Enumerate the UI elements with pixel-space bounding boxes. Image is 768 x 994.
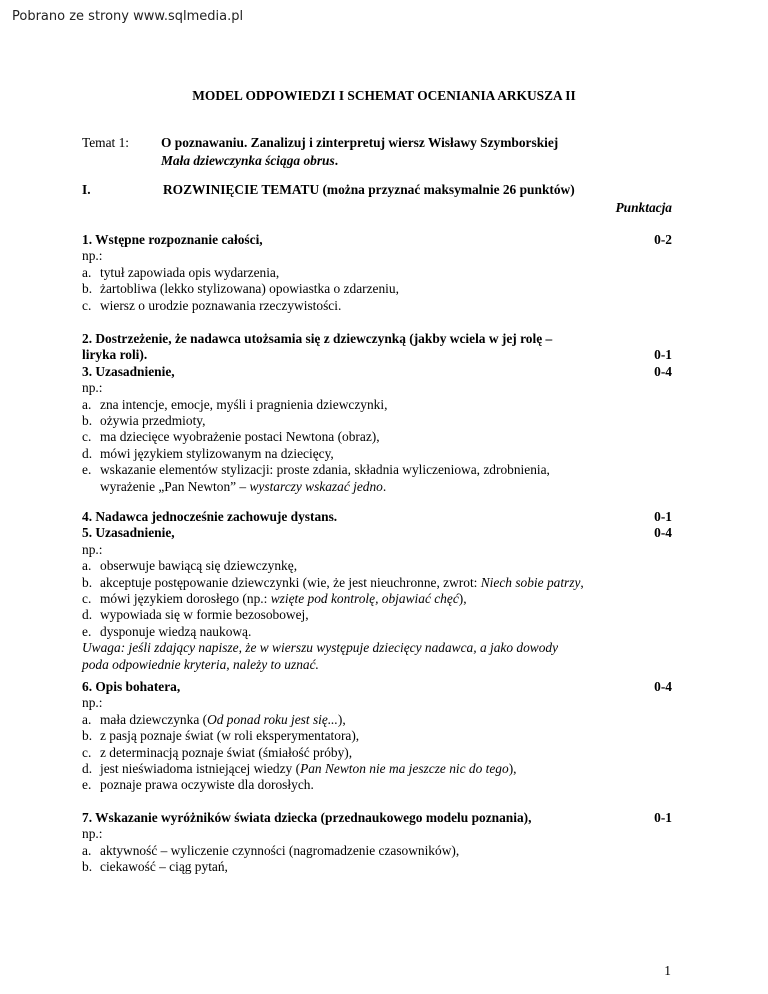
punct: , <box>580 574 584 590</box>
section-heading: ROZWINIĘCIE TEMATU (można przyznać maksymalnie 26 punktów) <box>163 182 575 197</box>
item-3-heading: 3. Uzasadnienie, <box>82 363 175 379</box>
np-label: np.: <box>82 541 103 557</box>
list-item: wypowiada się w formie bezosobowej, <box>100 607 309 623</box>
list-marker: d. <box>82 607 93 623</box>
list-marker: b. <box>82 574 93 590</box>
list-marker: a. <box>82 264 92 280</box>
item-7-heading: 7. Wskazanie wyróżników świata dziecka (przednaukowego modelu poznania), <box>82 810 532 825</box>
item-6-score: 0-4 <box>654 679 672 694</box>
list-marker: b. <box>82 413 93 429</box>
item-3-score: 0-4 <box>654 363 672 379</box>
item-7-score: 0-1 <box>654 810 672 825</box>
list-item: ciekawość – ciąg pytań, <box>100 859 228 875</box>
np-label: np.: <box>82 380 103 396</box>
list-marker: e. <box>82 777 92 793</box>
page-number: 1 <box>664 963 671 978</box>
section-roman: I. <box>82 182 91 197</box>
np-label: np.: <box>82 826 103 842</box>
item-1-heading: 1. Wstępne rozpoznanie całości, <box>82 232 263 247</box>
list-marker: b. <box>82 728 93 744</box>
list-item: aktywność – wyliczenie czynności (nagromadzenie czasowników), <box>100 842 460 858</box>
list-marker: a. <box>82 711 92 727</box>
item-6 <box>82 679 672 794</box>
score-column-header: Punktacja <box>615 200 672 215</box>
list-marker: d. <box>82 761 93 777</box>
item-6-heading: 6. Opis bohatera, <box>82 679 181 694</box>
list-marker: b. <box>82 281 93 297</box>
italic-quote: Pan Newton nie ma jeszcze nic do tego <box>300 761 509 777</box>
topic-text-bold: O poznawaniu. Zanalizuj i zinterpretuj wiersz Wisławy Szymborskiej <box>161 135 559 150</box>
list-marker: a. <box>82 842 92 858</box>
item-2-score: 0-1 <box>654 347 672 363</box>
list-marker: a. <box>82 396 92 412</box>
list-marker: e. <box>82 462 92 478</box>
punct: ), <box>337 711 346 727</box>
item-1 <box>82 232 672 314</box>
item-4-5 <box>82 509 672 673</box>
item-2-heading-line1: 2. Dostrzeżenie, że nadawca utożsamia się z dziewczynką (jakby wciela w jej rolę – <box>82 331 553 346</box>
page-title: MODEL ODPOWIEDZI I SCHEMAT OCENIANIA ARKUSZA II <box>192 88 576 103</box>
punct: ), <box>458 591 467 607</box>
list-item: jest nieświadoma istniejącej wiedzy ( <box>100 761 301 777</box>
list-item: akceptuje postępowanie dziewczynki (wie, że jest nieuchronne, zwrot: <box>100 574 478 590</box>
note-line-1: Uwaga: jeśli zdający napisze, że w wierszu występuje dziecięcy nadawca, a jako dowody <box>82 640 559 656</box>
list-marker: c. <box>82 429 92 445</box>
italic-quote: wzięte pod kontrolę, objawiać chęć <box>270 591 459 607</box>
punct: . <box>382 478 387 494</box>
item-7 <box>82 810 672 876</box>
np-label: np.: <box>82 248 103 264</box>
list-item: obserwuje bawiącą się dziewczynkę, <box>100 558 298 574</box>
poem-title: Mała dziewczynka ściąga obrus <box>161 153 335 168</box>
list-item: wskazanie elementów stylizacji: proste zdania, składnia wyliczeniowa, zdrobnienia, <box>100 462 550 478</box>
topic-text <box>161 134 672 170</box>
item-2-3 <box>82 331 672 495</box>
list-item: z pasją poznaje świat (w roli eksperymentatora), <box>100 728 360 744</box>
note-line-2: poda odpowiednie kryteria, należy to uznać. <box>82 656 319 672</box>
item-5-score: 0-4 <box>654 525 672 541</box>
list-item: wiersz o urodzie poznawania rzeczywistości. <box>100 297 342 313</box>
list-item: zna intencje, emocje, myśli i pragnienia dziewczynki, <box>100 396 388 412</box>
item-2-heading-line2: liryka roli). <box>82 347 148 363</box>
list-item: tytuł zapowiada opis wydarzenia, <box>100 264 280 280</box>
list-marker: c. <box>82 297 92 313</box>
item-5-heading: 5. Uzasadnienie, <box>82 525 175 541</box>
item-4-score: 0-1 <box>654 509 672 524</box>
poem-title-suffix: . <box>334 153 339 168</box>
italic-quote: Od ponad roku jest się... <box>207 711 338 727</box>
list-item: z determinacją poznaje świat (śmiałość próby), <box>100 744 353 760</box>
list-marker: c. <box>82 744 92 760</box>
list-marker: b. <box>82 859 93 875</box>
list-item: ożywia przedmioty, <box>100 413 206 429</box>
list-item: dysponuje wiedzą naukową. <box>100 623 252 639</box>
italic-remark: wystarczy wskazać jedno <box>249 478 383 494</box>
list-item: mówi językiem dorosłego (np.: <box>100 591 268 607</box>
topic-label: Temat 1: <box>82 135 130 150</box>
list-item: poznaje prawa oczywiste dla dorosłych. <box>100 777 314 793</box>
item-4-heading: 4. Nadawca jednocześnie zachowuje dystans. <box>82 509 338 524</box>
item-1-score: 0-2 <box>654 232 672 247</box>
list-marker: e. <box>82 623 92 639</box>
list-item: mówi językiem stylizowanym na dziecięcy, <box>100 445 334 461</box>
list-item-continuation: wyrażenie „Pan Newton” – <box>100 478 247 494</box>
list-marker: c. <box>82 591 92 607</box>
list-item: żartobliwa (lekko stylizowana) opowiastka o zdarzeniu, <box>100 281 399 297</box>
list-marker: d. <box>82 445 93 461</box>
list-marker: a. <box>82 558 92 574</box>
list-item: mała dziewczynka ( <box>100 711 208 727</box>
np-label: np.: <box>82 695 103 711</box>
topic <box>82 134 672 170</box>
italic-quote: Niech sobie patrzy <box>480 574 581 590</box>
list-item: ma dziecięce wyobrażenie postaci Newtona (obraz), <box>100 429 380 445</box>
punct: ), <box>508 761 517 777</box>
watermark: Pobrano ze strony www.sqlmedia.pl <box>12 9 244 24</box>
